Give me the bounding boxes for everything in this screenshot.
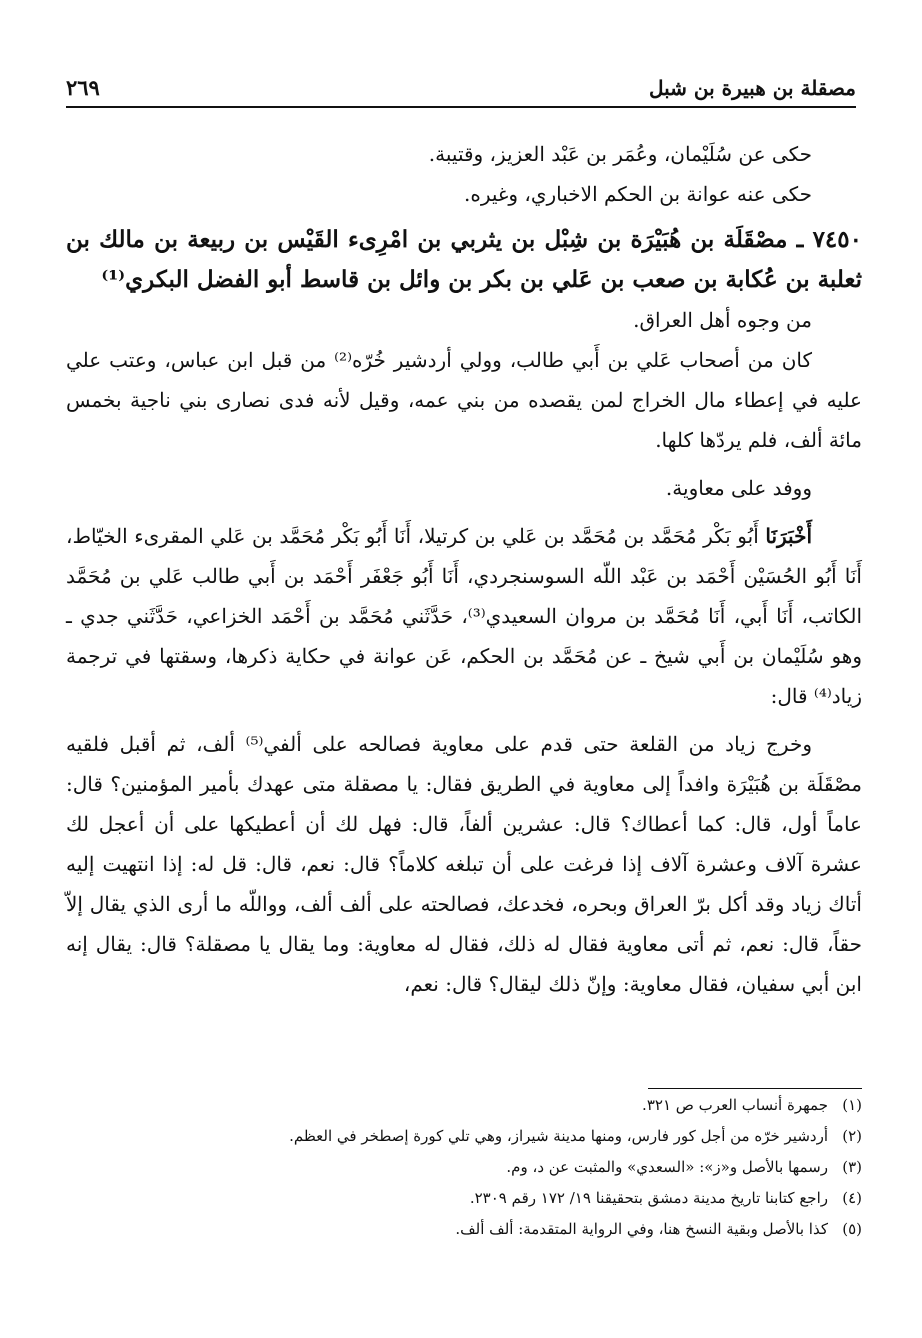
footnote-text: راجع كتابنا تاريخ مدينة دمشق بتحقيقنا ١٩/ ١٧٢ رقم ٢٣٠٩. <box>469 1189 828 1207</box>
footnote <box>66 1121 862 1152</box>
footnote <box>66 1183 862 1214</box>
footnote-text: جمهرة أنساب العرب ص ٣٢١. <box>642 1096 828 1114</box>
footnote-number: (٥) <box>842 1220 862 1238</box>
footnote-text: أردشير خرّه من أجل كور فارس، ومنها مدينة شيراز، وهي تلي كورة إصطخر في العظم. <box>289 1127 828 1145</box>
running-title: مصقلة بن هبيرة بن شبل <box>648 76 856 100</box>
entry-heading: ٧٤٥٠ ـ مصْقَلَة بن هُبَيْرَة بن شِبْل بن يثربي بن امْرِىء القَيْس بن ربيعة بن مالك بن ثعلبة بن عُكابة بن صعب بن عَلي بن بكر بن وائل بن قاسط أبو الفضل البكري⁽¹⁾ <box>66 226 862 293</box>
footnote-number: (٢) <box>842 1127 862 1145</box>
paragraph: ووفد على معاوية. <box>665 476 812 500</box>
paragraph: حكى عن سُلَيْمان، وعُمَر بن عَبْد العزيز، وقتيبة. <box>428 142 812 166</box>
footnote <box>66 1152 862 1183</box>
footnotes <box>66 1090 862 1245</box>
isnad-paragraph <box>66 516 862 716</box>
akhbarana-keyword: أَخْبَرَنَا <box>765 524 812 548</box>
footnote <box>66 1214 862 1245</box>
footnote-text: رسمها بالأصل و«ز»: «السعدي» والمثبت عن د، وم. <box>506 1158 828 1176</box>
footnote-number: (٤) <box>842 1189 862 1207</box>
paragraph: كان من أصحاب عَلي بن أَبي طالب، وولي أردشير خُرّه⁽²⁾ من قبل ابن عباس، وعتب علي عليه في إعطاء مال الخراج لمن يقصده من بني عمه، وقيل لأنه فدى نصارى بني ناجية بخمس مائة ألف، فلم يردّها كلها. <box>66 348 862 452</box>
footnote <box>66 1090 862 1121</box>
main-text <box>66 134 862 1004</box>
page-number: ٢٦٩ <box>66 75 100 100</box>
paragraph: حكى عنه عوانة بن الحكم الاخباري، وغيره. <box>464 182 812 206</box>
paragraph: وخرج زياد من القلعة حتى قدم على معاوية فصالحه على ألفي⁽⁵⁾ ألف، ثم أقبل فلقيه مصْقَلَة بن هُبَيْرَة وافداً إلى معاوية في الطريق فقال: يا مصقلة متى عهدك بأمير المؤمنين؟ قال: عاماً أول، قال: كما أعطاك؟ قال: عشرين ألفاً، قال: فهل لك أن أعطيكها على أن أعجل لك عشرة آلاف وعشرة آلاف إذا فرغت على أن تبلغه كلاماً؟ قال: نعم، قال: قل له: إذا انتهيت إليه أتاك زياد وقد أكل برّ العراق وبحره، فخدعك، فصالحته على ألف ألف، وواللّه ما أرى الذي يقال إلاّ حقاً، قال: نعم، ثم أتى معاوية فقال له ذلك، فقال له معاوية: وما يقال يا مصقلة؟ قال: يقال إنه ابن أبي سفيان، فقال معاوية: وإنّ ذلك ليقال؟ قال: نعم، <box>66 732 862 996</box>
footnote-number: (١) <box>842 1096 862 1114</box>
page-header <box>66 58 856 108</box>
isnad-text: أَبُو بَكْر مُحَمَّد بن مُحَمَّد بن عَلي بن كرتيلا، أَنَا أَبُو بَكْر مُحَمَّد بن عَلي المقرىء الخيّاط، أَنَا أَبُو الحُسَيْن أَحْمَد بن عَبْد اللّه السوسنجردي، أَنَا أَبُو جَعْفَر أَحْمَد بن أَبي طالب عَلي بن مُحَمَّد الكاتب، أَنَا أَبي، أَنَا مُحَمَّد بن مروان السعيدي⁽³⁾، حَدَّثَني مُحَمَّد بن أَحْمَد الخزاعي، حَدَّثَني جدي ـ وهو سُلَيْمان بن أَبي شيخ ـ عن مُحَمَّد بن الحكم، عَن عوانة في حكاية ذكرها، وسقتها في ترجمة زياد⁽⁴⁾ قال: <box>66 524 862 708</box>
footnote-number: (٣) <box>842 1158 862 1176</box>
paragraph: من وجوه أهل العراق. <box>633 308 812 332</box>
footnote-text: كذا بالأصل وبقية النسخ هنا، وفي الرواية المتقدمة: ألف ألف. <box>455 1220 828 1238</box>
footnote-divider <box>648 1088 862 1089</box>
